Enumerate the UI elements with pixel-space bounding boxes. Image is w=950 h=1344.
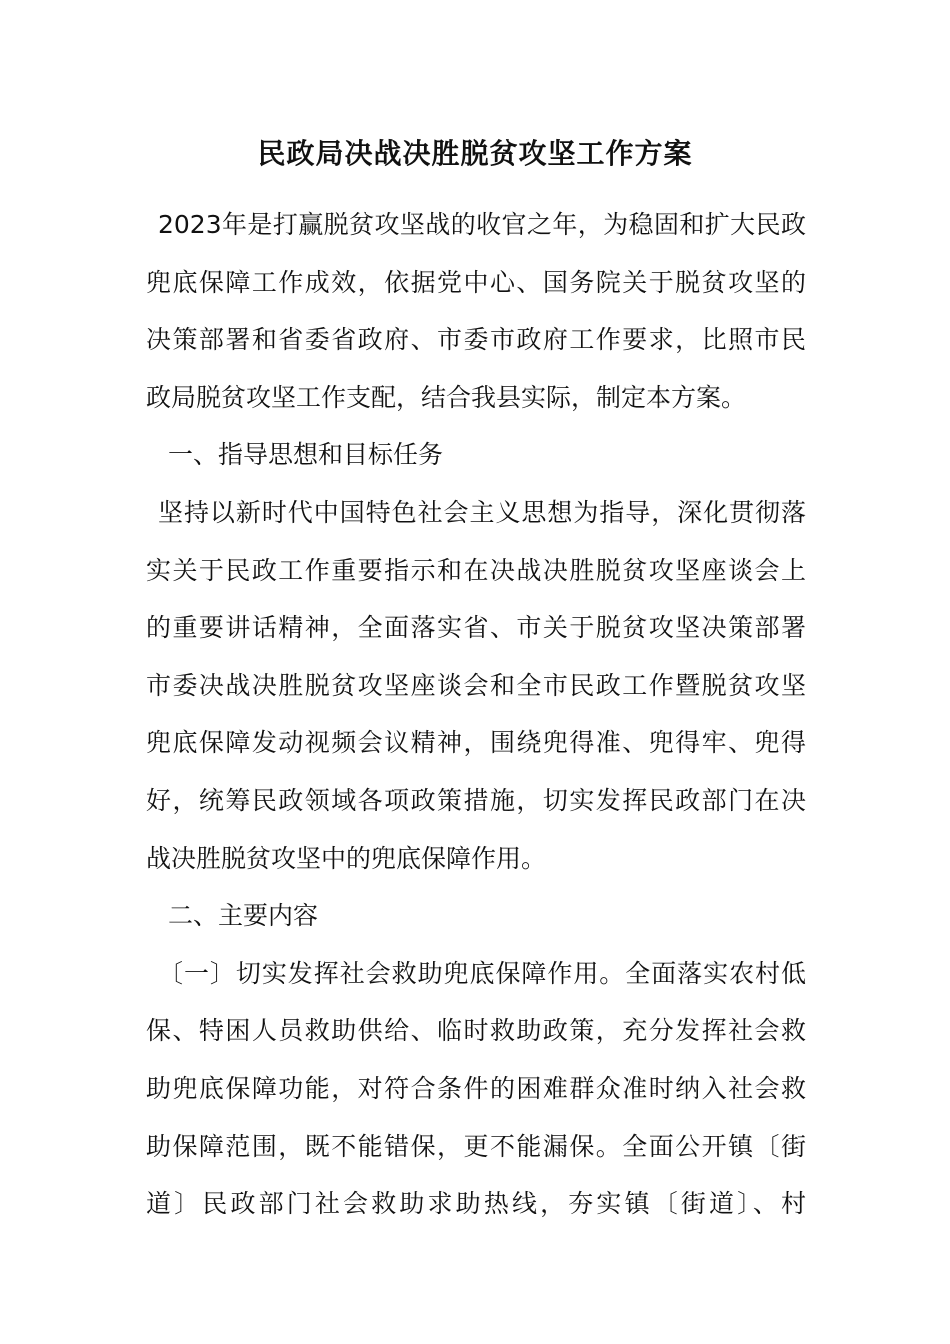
paragraph-line: 实关于民政工作重要指示和在决战决胜脱贫攻坚座谈会上 xyxy=(146,555,806,585)
paragraph-line: 兜底保障工作成效，依据党中心、国务院关于脱贫攻坚的 xyxy=(146,267,806,297)
paragraph-line: 2023年是打赢脱贫攻坚战的收官之年，为稳固和扩大民政 xyxy=(158,210,806,239)
paragraph-line: 助保障范围，既不能错保，更不能漏保。全面公开镇〔街 xyxy=(146,1131,806,1161)
paragraph-line: 政局脱贫攻坚工作支配，结合我县实际，制定本方案。 xyxy=(146,382,747,412)
paragraph-line: 保、特困人员救助供给、临时救助政策，充分发挥社会救 xyxy=(146,1016,806,1046)
paragraph-line: 市委决战决胜脱贫攻坚座谈会和全市民政工作暨脱贫攻坚 xyxy=(146,670,806,700)
paragraph-line: 坚持以新时代中国特色社会主义思想为指导，深化贯彻落 xyxy=(158,497,806,527)
section-heading: 一、指导思想和目标任务 xyxy=(168,440,444,470)
paragraph-line: 〔一〕切实发挥社会救助兜底保障作用。全面落实农村低 xyxy=(158,958,806,988)
document-body xyxy=(146,196,806,1233)
paragraph-line: 助兜底保障功能，对符合条件的困难群众准时纳入社会救 xyxy=(146,1073,806,1103)
paragraph-line: 决策部署和省委省政府、市委市政府工作要求，比照市民 xyxy=(146,325,806,355)
paragraph-line: 兜底保障发动视频会议精神，围绕兜得准、兜得牢、兜得 xyxy=(146,728,806,758)
paragraph-line: 战决胜脱贫攻坚中的兜底保障作用。 xyxy=(146,843,547,873)
section-heading: 二、主要内容 xyxy=(168,901,319,931)
paragraph-line: 道〕民政部门社会救助求助热线，夯实镇〔街道〕、村 xyxy=(146,1189,806,1219)
paragraph-line: 好，统筹民政领域各项政策措施，切实发挥民政部门在决 xyxy=(146,785,806,815)
document-title: 民政局决战决胜脱贫攻坚工作方案 xyxy=(257,137,693,170)
paragraph-line: 的重要讲话精神，全面落实省、市关于脱贫攻坚决策部署 xyxy=(146,613,806,643)
